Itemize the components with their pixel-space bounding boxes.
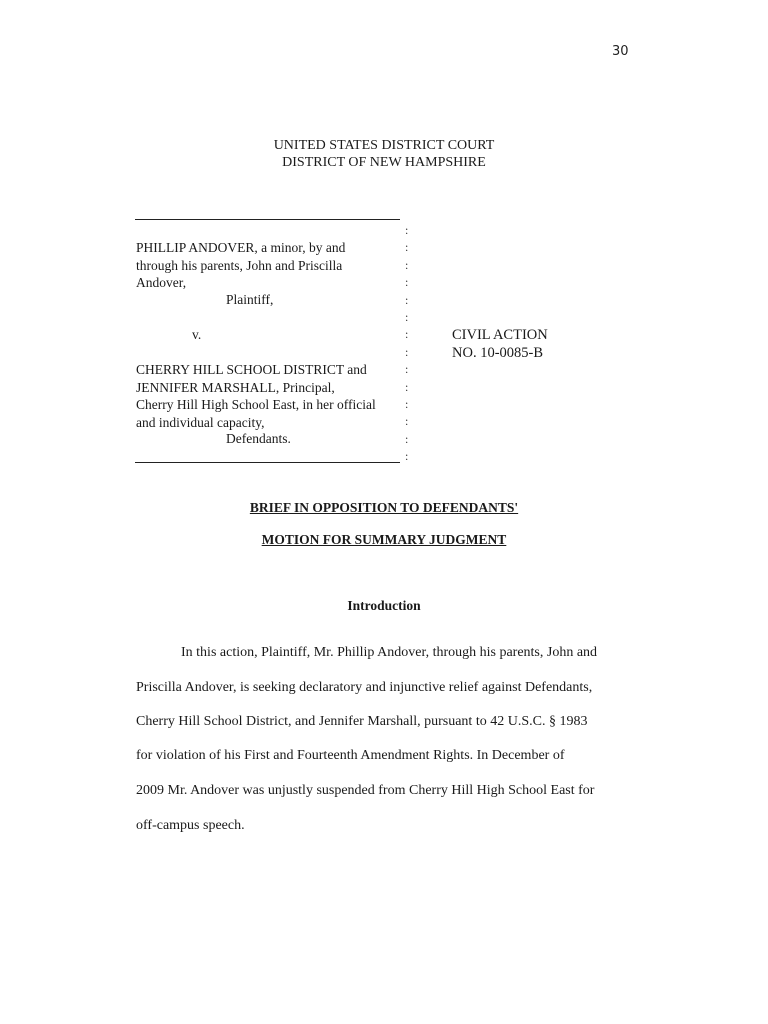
introduction-line: 2009 Mr. Andover was unjustly suspended from Cherry Hill High School East for — [136, 783, 595, 798]
caption-colon: : — [405, 431, 409, 446]
caption-colon: : — [405, 292, 409, 307]
caption-colon: : — [405, 309, 409, 324]
defendant-line: Cherry Hill High School East, in her official — [136, 397, 376, 412]
civil-action-label: CIVIL ACTION — [452, 327, 548, 343]
caption-colon: : — [405, 257, 409, 272]
caption-colon: : — [405, 379, 409, 394]
court-name: UNITED STATES DISTRICT COURT — [273, 138, 495, 153]
introduction-line: Priscilla Andover, is seeking declaratory and injunctive relief against Defendants, — [136, 680, 593, 695]
plaintiff-block — [136, 239, 345, 292]
caption-colon: : — [405, 414, 409, 429]
defendant-line: CHERRY HILL SCHOOL DISTRICT and — [136, 362, 367, 377]
court-district: DISTRICT OF NEW HAMPSHIRE — [282, 155, 486, 170]
caption-colon: : — [405, 344, 409, 359]
introduction-line: In this action, Plaintiff, Mr. Phillip Andover, through his parents, John and — [181, 645, 598, 660]
defendant-role: Defendants. — [226, 431, 291, 446]
introduction-line: for violation of his First and Fourteenth Amendment Rights. In December of — [136, 748, 565, 763]
defendant-block — [136, 361, 376, 431]
caption-colon: : — [405, 362, 409, 377]
versus-label: v. — [192, 327, 202, 342]
caption-colon: : — [405, 449, 409, 464]
plaintiff-line: through his parents, John and Priscilla — [136, 257, 343, 273]
page-number: 30 — [612, 44, 629, 59]
defendant-line: JENNIFER MARSHALL, Principal, — [136, 379, 335, 395]
introduction-heading: Introduction — [347, 598, 421, 613]
brief-title-line-2: MOTION FOR SUMMARY JUDGMENT — [261, 532, 507, 547]
plaintiff-role: Plaintiff, — [226, 292, 274, 307]
case-number: NO. 10-0085-B — [452, 345, 544, 361]
caption-colon: : — [405, 327, 409, 342]
defendant-line: and individual capacity, — [136, 414, 265, 430]
caption-colon: : — [405, 240, 409, 255]
plaintiff-line: Andover, — [136, 275, 187, 290]
plaintiff-line: PHILLIP ANDOVER, a minor, by and — [136, 240, 346, 255]
court-heading — [0, 137, 768, 171]
caption-bottom-rule — [135, 462, 400, 463]
caption-top-rule — [135, 219, 400, 220]
introduction-line: Cherry Hill School District, and Jennifer Marshall, pursuant to 42 U.S.C. § 1983 — [136, 714, 588, 729]
brief-title-line-1: BRIEF IN OPPOSITION TO DEFENDANTS' — [249, 500, 519, 515]
civil-action-number — [452, 326, 548, 362]
caption-colon-column — [405, 222, 413, 465]
caption-colon: : — [405, 396, 409, 411]
caption-colon: : — [405, 275, 409, 290]
introduction-line: off-campus speech. — [136, 818, 245, 833]
caption-colon: : — [405, 223, 409, 237]
